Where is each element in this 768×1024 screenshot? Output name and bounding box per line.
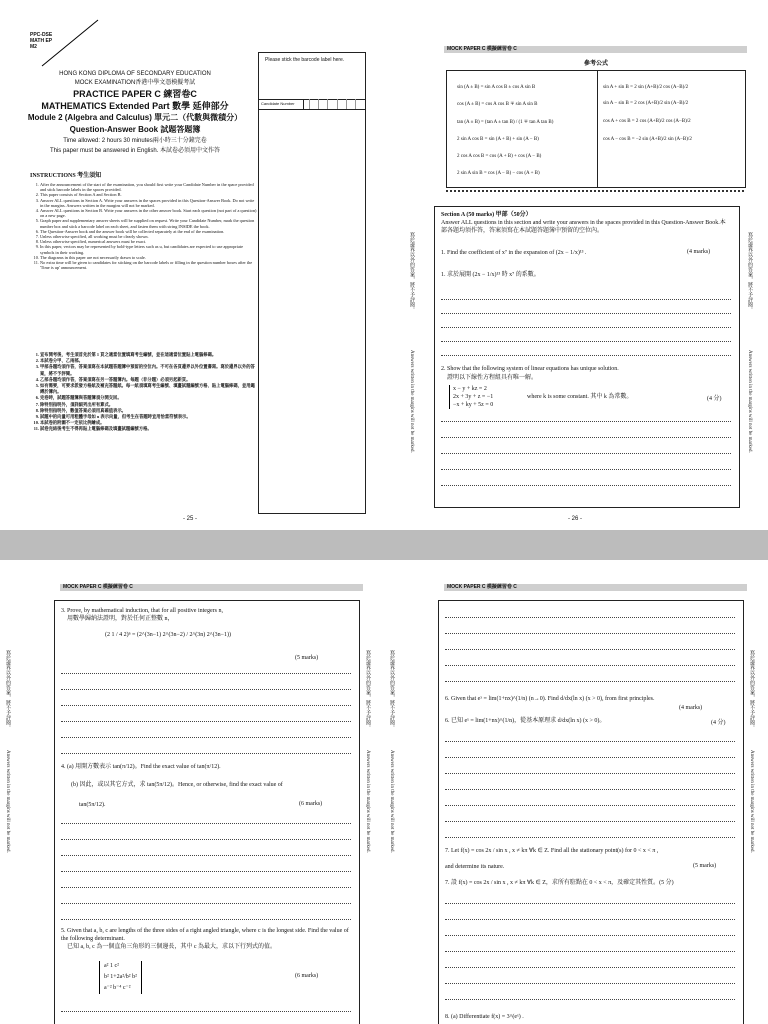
- q1-text-en: 1. Find the coefficient of x⁷ in the expansion of (2x − 1/x)¹³ .: [441, 250, 587, 256]
- answer-line[interactable]: [445, 741, 735, 742]
- candidate-number-boxes[interactable]: [301, 99, 364, 109]
- instructions-list-en: [30, 182, 258, 270]
- cover-line-2: MOCK EXAMINATION香港中學文憑模擬考試: [74, 80, 196, 86]
- answer-line[interactable]: [61, 823, 351, 824]
- instructions-heading: INSTRUCTIONS 考生須知: [30, 173, 102, 179]
- answer-line[interactable]: [445, 951, 735, 952]
- q5-text-zh: 已知 a, b, c 為一個直角三角形的三個邊長，其中 c 為最大，求以下行列式的值。: [67, 944, 276, 950]
- cover-line-3: PRACTICE PAPER C 練習卷C: [73, 89, 197, 99]
- instruction-item: 4. Answer ALL questions in Section B. Write your answers in the other answer book. Start each question (not part of a question) on a new page.: [40, 208, 258, 218]
- answer-line[interactable]: [441, 313, 731, 314]
- q5-determinant: [99, 961, 142, 994]
- instruction-item: 5. 如有需要，可要求派發方格紙及補充答題紙。每一紙須填寫考生編號、填畫試題編號方格、貼上電腦條碼，並用繩縛於簿內。: [40, 383, 258, 395]
- q3-text-zh: 用數學歸納法證明，對於任何正整數 n，: [67, 616, 174, 622]
- formula-title: 參考公式: [584, 61, 609, 67]
- answer-line[interactable]: [441, 341, 731, 342]
- q5-det-row-3: a⁻² b⁻⁴ c⁻²: [104, 985, 131, 991]
- answer-line[interactable]: [445, 617, 735, 618]
- formula-box: [446, 70, 746, 188]
- instruction-item: 6. The Question-Answer book and the answer book will be collected separately at the end of the examination.: [40, 229, 258, 234]
- q7-marks: (5 marks): [693, 863, 717, 869]
- instruction-item: 10. The diagrams in this paper are not necessarily drawn to scale.: [40, 255, 258, 260]
- margin-note-zh-right: 寫於邊界以外的答案，將不予評閱。: [365, 650, 370, 730]
- formula-left-3: tan (A ± B) = (tan A ± tan B) / (1 ∓ tan A tan B): [457, 120, 554, 125]
- page-number: - 26 -: [568, 516, 583, 522]
- formula-right-3: cos A + cos B = 2 cos (A+B)/2 cos (A−B)/2: [603, 119, 691, 124]
- q3-matrix-identity: (2 1 / 4 2)ⁿ = (2^(3n−1) 2^(3n−2) / 2^(3n) 2^(3n−1)): [105, 632, 231, 638]
- paper-code-line: PPC-DSE: [30, 32, 53, 38]
- instruction-item: 1. After the announcement of the start of the examination, you should first write your Candidate Number in the space provided and stick barcode labels in the spaces provided.: [40, 182, 258, 192]
- page-28: [384, 560, 768, 1024]
- answer-line[interactable]: [441, 421, 731, 422]
- answer-box: [54, 600, 360, 1024]
- answer-line[interactable]: [61, 871, 351, 872]
- instruction-item: 10. 本試卷的附圖不一定依比例繪成。: [40, 420, 258, 426]
- instruction-item: 1. 宣布開考後，考生須首先於第 1 頁之適當位置填寫考生編號，並在這適當位置貼上電腦條碼。: [40, 352, 258, 358]
- instruction-item: 6. 完卷時，試題答題簿與答題簿須分開交回。: [40, 395, 258, 401]
- q7-text-zh: 7. 設 f(x) = cos 2x / sin x , x ≠ kπ ∀k ∈ Z，求所有駐點在 0 < x < π，及確定其性質。(5 分): [445, 880, 674, 886]
- cover-line-7: Time allowed: 2 hours 30 minutes兩小時三十分鐘完卷: [63, 138, 207, 144]
- answer-line[interactable]: [445, 935, 735, 936]
- q5-det-row-2: b² 1+2a²/b² b²: [104, 974, 137, 980]
- instruction-item: 7. 除特別指明外，須詳細列出所有算式。: [40, 402, 258, 408]
- answer-line[interactable]: [445, 633, 735, 634]
- answer-line[interactable]: [441, 437, 731, 438]
- answer-line[interactable]: [445, 967, 735, 968]
- margin-note-zh: 寫於邊界以外的答案，將不予評閱。: [5, 650, 10, 730]
- q5-marks: (6 marks): [295, 973, 319, 979]
- answer-line[interactable]: [441, 453, 731, 454]
- answer-line[interactable]: [61, 855, 351, 856]
- instruction-item: 2. 本試卷分甲、乙兩部。: [40, 358, 258, 364]
- answer-line[interactable]: [441, 485, 731, 486]
- answer-line[interactable]: [441, 355, 731, 356]
- q5-text-en: 5. Given that a, b, c are lengths of the three sides of a right angled triangle, where c is the longest side. Find the value of the following determinant.: [61, 928, 349, 942]
- answer-line[interactable]: [445, 983, 735, 984]
- page-number: - 25 -: [183, 516, 198, 522]
- cover-line-1: HONG KONG DIPLOMA OF SECONDARY EDUCATION: [59, 71, 211, 77]
- answer-line[interactable]: [445, 649, 735, 650]
- answer-line[interactable]: [445, 773, 735, 774]
- cover-line-8: This paper must be answered in English. 本試卷必須用中文作答: [49, 148, 221, 154]
- q2-text-en: 2. Show that the following system of linear equations has unique solution.: [441, 366, 619, 372]
- candidate-number-label: Candidate Number: [259, 100, 304, 110]
- margin-note-en-right: Answers written in the margins will not be marked.: [365, 750, 370, 853]
- q2-eq-3: −x + ky + 5z = 0: [453, 402, 494, 408]
- instructions-list-zh: [30, 352, 258, 433]
- formula-right-2: sin A − sin B = 2 cos (A+B)/2 sin (A−B)/2: [603, 101, 689, 106]
- instruction-item: 11. 試卷完結後考生不得再貼上電腦條碼及填畫試題編號方格。: [40, 426, 258, 432]
- formula-left-6: 2 sin A sin B = cos (A − B) − cos (A + B): [457, 171, 540, 176]
- answer-line[interactable]: [61, 705, 351, 706]
- instruction-item: 4. 乙部各題均須作答，答案須寫在另一答題簿內。每題（非分題）必須另起新頁。: [40, 377, 258, 383]
- q2-system: [449, 385, 493, 409]
- answer-line[interactable]: [61, 753, 351, 754]
- instruction-item: 11. No extra time will be given to candidates for sticking on the barcode labels or filling in the question number boxes after the 'Time is up' announcement.: [40, 260, 258, 270]
- answer-line[interactable]: [445, 805, 735, 806]
- answer-line[interactable]: [445, 903, 735, 904]
- answer-line[interactable]: [445, 757, 735, 758]
- margin-note-en: Answers written in the margins will not be marked.: [389, 750, 394, 853]
- answer-line[interactable]: [61, 673, 351, 674]
- answer-line[interactable]: [441, 327, 731, 328]
- answer-box: [434, 206, 740, 508]
- formula-left-2: cos (A ± B) = cos A cos B ∓ sin A sin B: [457, 102, 538, 107]
- answer-line[interactable]: [61, 1011, 351, 1012]
- page-header: MOCK PAPER C 模擬練習卷 C: [444, 46, 747, 53]
- q2-text-zh: 證明以下線性方程組具有唯一解。: [447, 375, 538, 381]
- answer-line[interactable]: [445, 681, 735, 682]
- formula-right-1: sin A + sin B = 2 sin (A+B)/2 cos (A−B)/2: [603, 85, 689, 90]
- answer-line[interactable]: [61, 689, 351, 690]
- section-intro: Answer ALL questions in this section and write your answers in the spaces provided in this Question-Answer Book.本部各題均須作答，答案須寫在本試題答題簿中預留的空位內。: [441, 220, 726, 234]
- formula-right-4: cos A − cos B = −2 sin (A+B)/2 sin (A−B)/2: [603, 137, 692, 142]
- instruction-item: 3. 甲部各題均須作答，答案須寫在本試題答題簿中預留的空位內。不可在各頁邊界以外位置書寫。寫於邊界以外的答案，將不予評閱。: [40, 364, 258, 376]
- q2-where: where k is some constant. 其中 k 為常數。: [527, 394, 633, 400]
- corner-slash-line: [40, 18, 100, 68]
- answer-line[interactable]: [61, 919, 351, 920]
- q6-marks-en: (4 marks): [679, 705, 703, 711]
- barcode-label-text: Please stick the barcode label here.: [265, 57, 345, 63]
- cover-title-block: [20, 70, 250, 156]
- candidate-row-bottom-rule: [259, 109, 365, 110]
- formula-left-4: 2 sin A cos B = sin (A + B) + sin (A − B): [457, 137, 539, 142]
- answer-line[interactable]: [441, 299, 731, 300]
- instruction-item: 7. Unless otherwise specified, all working must be clearly shown.: [40, 234, 258, 239]
- q3-marks: (5 marks): [295, 655, 319, 661]
- answer-box: [438, 600, 744, 1024]
- formula-divider: [597, 71, 598, 187]
- margin-note-zh: 寫於邊界以外的答案，將不予評閱。: [389, 650, 394, 730]
- instruction-item: 8. Unless otherwise specified, numerical answers must be exact.: [40, 239, 258, 244]
- q6-text-en: 6. Given that eˣ = lim(1+nx)^(1/n) (n→0). Find d/dx(ln x) (x > 0), from first principles.: [445, 696, 655, 702]
- q2-marks: (4 分): [707, 396, 722, 402]
- margin-note-en: Answers written in the margins will not be marked.: [5, 750, 10, 853]
- instruction-item: 3. Answer ALL questions in Section A. Write your answers in the spaces provided in this Question-Answer Book. Do not write in the margins. Answers written in the margins will not be marked.: [40, 198, 258, 208]
- q7-text-en: 7. Let f(x) = cos 2x / sin x , x ≠ kπ ∀k ∈ Z. Find all the stationary point(s) for 0 < x < π ,: [445, 848, 659, 854]
- cover-line-4: MATHEMATICS Extended Part 數學 延伸部分: [41, 101, 229, 111]
- q6-text-zh: 6. 已知 eˣ = lim(1+nx)^(1/n)，從基本原理求 d/dx(ln x) (x > 0)。: [445, 718, 606, 724]
- instruction-item: 5. Graph paper and supplementary answer sheets will be supplied on request. Write your Candidate Number, mark the question number box and stick a barcode label on each sheet, and fasten them with string INSIDE the book.: [40, 218, 258, 228]
- formula-left-5: 2 cos A cos B = cos (A + B) + cos (A − B): [457, 154, 542, 159]
- margin-note-en-right: Answers written in the margins will not be marked.: [749, 750, 754, 853]
- formula-left-1: sin (A ± B) = sin A cos B ± cos A sin B: [457, 85, 536, 90]
- cover-line-6: Question-Answer Book 試題答題簿: [69, 125, 201, 134]
- margin-note-en: Answers written in the margins will not be marked.: [409, 350, 414, 453]
- page-27: [0, 560, 384, 1024]
- q4a-text: 4. (a) 用開方數表示 tan(π/12)。Find the exact value of tan(π/12).: [61, 764, 221, 770]
- cover-line-5: Module 2 (Algebra and Calculus) 單元二（代數與微積分）: [27, 113, 243, 122]
- q8-text: 8. (a) Differentiate f(x) = 3^(eˣ) .: [445, 1014, 524, 1020]
- answer-line[interactable]: [445, 999, 735, 1000]
- q3-text-en: 3. Prove, by mathematical induction, that for all positive integers n,: [61, 608, 223, 614]
- q6-marks-zh: (4 分): [711, 720, 726, 726]
- margin-note-zh-right: 寫於邊界以外的答案，將不予評閱。: [749, 650, 754, 730]
- q4b-text: (b) 因此，或以其它方式，求 tan(5π/12)。Hence, or otherwise, find the exact value of: [71, 782, 283, 788]
- paper-code-line: MATH EP: [30, 38, 53, 44]
- instruction-item: 9. 試題中的向量可用粗體字母如 u 表示向量，但考生在答題時宜用恰當符號表示。: [40, 414, 258, 420]
- answer-line[interactable]: [445, 837, 735, 838]
- barcode-panel: [258, 52, 366, 514]
- margin-note-zh-right: 寫於邊界以外的答案，將不予評閱。: [747, 232, 752, 312]
- answer-line[interactable]: [445, 821, 735, 822]
- section-title: Section A (50 marks) 甲部（50分）: [441, 212, 532, 218]
- q5-det-row-1: a² 1 c²: [104, 963, 119, 969]
- page-header: MOCK PAPER C 模擬練習卷 C: [444, 584, 747, 591]
- q4-marks: (6 marks): [299, 801, 323, 807]
- answer-line[interactable]: [61, 887, 351, 888]
- margin-note-zh: 寫於邊界以外的答案，將不予評閱。: [409, 232, 414, 312]
- cover-page: [0, 0, 384, 530]
- q2-eq-2: 2x + 3y + z = −1: [453, 394, 494, 400]
- page-header: MOCK PAPER C 模擬練習卷 C: [60, 584, 363, 591]
- q7-text-en-cont: and determine its nature.: [445, 864, 505, 870]
- q4b-text-cont: tan(5π/12).: [79, 802, 106, 808]
- paper-code-line: M2: [30, 44, 37, 50]
- instruction-item: 8. 除特別指明外，數值答案必須用真確值表示。: [40, 408, 258, 414]
- answer-line[interactable]: [445, 789, 735, 790]
- answer-line[interactable]: [61, 737, 351, 738]
- answer-line[interactable]: [441, 469, 731, 470]
- instruction-item: 2. This paper consists of Section A and Section B.: [40, 192, 258, 197]
- answer-line[interactable]: [445, 665, 735, 666]
- answer-line[interactable]: [445, 919, 735, 920]
- page-26: [384, 0, 768, 530]
- answer-line[interactable]: [61, 839, 351, 840]
- margin-note-en-right: Answers written in the margins will not be marked.: [747, 350, 752, 453]
- q1-text-zh: 1. 求於展開 (2x − 1/x)¹³ 時 x⁷ 的系數。: [441, 272, 540, 278]
- q1-marks-en: (4 marks): [687, 249, 711, 255]
- instruction-item: 9. In this paper, vectors may be represented by bold-type letters such as u, but candidates are expected to use appropriate symbols in their working.: [40, 244, 258, 254]
- q2-eq-1: x − y + kz = 2: [453, 386, 487, 392]
- answer-line[interactable]: [61, 903, 351, 904]
- star-divider: [446, 190, 744, 192]
- answer-line[interactable]: [61, 721, 351, 722]
